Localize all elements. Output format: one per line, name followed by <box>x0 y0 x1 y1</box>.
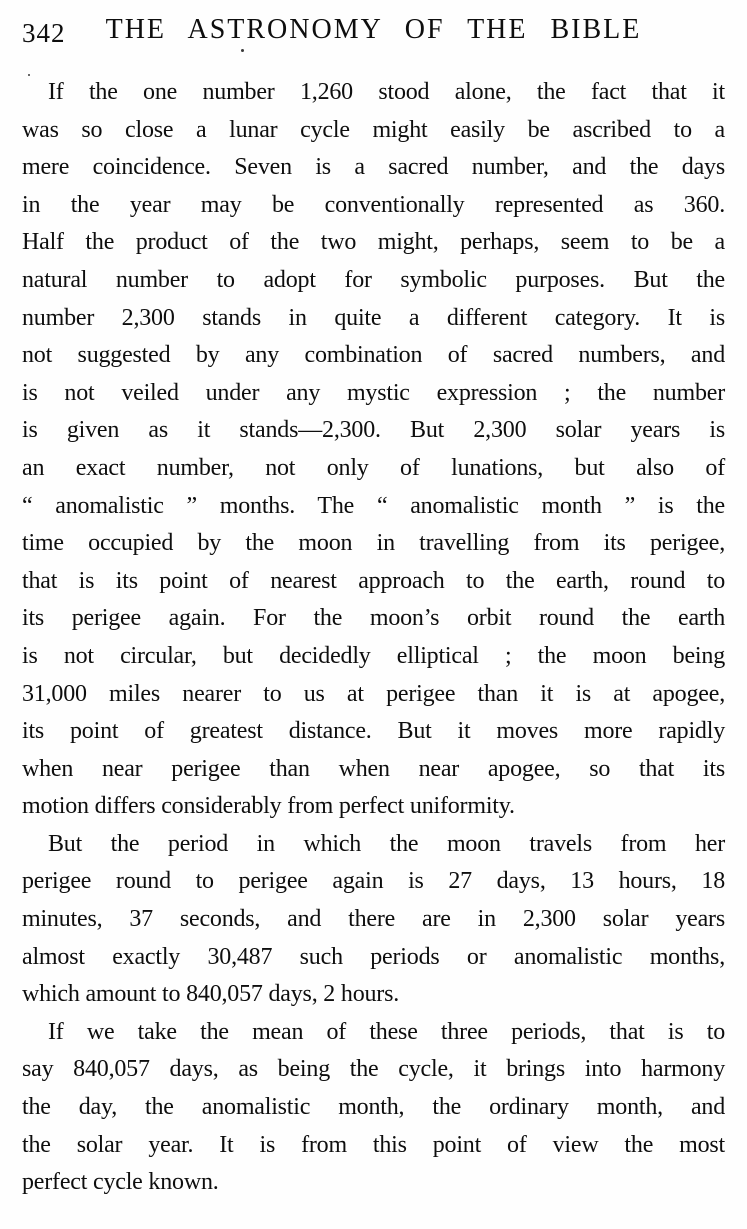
paragraph <box>22 74 725 826</box>
text-line: number 2,300 stands in quite a different category. It is <box>22 304 725 331</box>
text-line: But the period in which the moon travels from her <box>48 830 725 857</box>
text-line: If the one number 1,260 stood alone, the fact that it <box>48 79 725 105</box>
text-line: almost exactly 30,487 such periods or anomalistic months, <box>22 943 725 970</box>
page-number: 342 <box>22 18 66 48</box>
text-line: in the year may be conventionally represented as 360. <box>22 191 725 218</box>
text-line: when near perigee than when near apogee, so that its <box>22 755 725 782</box>
text-line: motion differs considerably from perfect uniformity. <box>22 793 515 820</box>
text-line: perigee round to perigee again is 27 days, 13 hours, 18 <box>22 868 725 895</box>
text-line: its point of greatest distance. But it moves more rapidly <box>22 718 725 745</box>
text-line: that is its point of nearest approach to the earth, round to <box>22 567 725 594</box>
scan-speck <box>241 49 244 52</box>
running-title: THE ASTRONOMY OF THE BIBLE <box>105 14 642 45</box>
text-line: the solar year. It is from this point of view the most <box>22 1131 725 1158</box>
text-line: is not veiled under any mystic expression ; the number <box>22 379 725 406</box>
text-line: its perigee again. For the moon’s orbit round the earth <box>22 605 725 632</box>
text-line: is not circular, but decidedly elliptical ; the moon being <box>22 642 725 669</box>
running-header <box>22 14 725 58</box>
text-line: say 840,057 days, as being the cycle, it brings into harmony <box>22 1056 725 1083</box>
scan-speck <box>28 74 30 76</box>
text-line: natural number to adopt for symbolic purposes. But the <box>22 266 725 293</box>
text-line: time occupied by the moon in travelling from its perigee, <box>22 530 725 557</box>
body-text <box>22 74 725 1202</box>
text-line: was so close a lunar cycle might easily be ascribed to a <box>22 116 725 143</box>
text-line: minutes, 37 seconds, and there are in 2,300 solar years <box>22 906 725 933</box>
text-line: “ anomalistic ” months. The “ anomalistic month ” is the <box>22 492 725 519</box>
text-line: perfect cycle known. <box>22 1169 219 1196</box>
text-line: which amount to 840,057 days, 2 hours. <box>22 981 400 1008</box>
text-line: is given as it stands—2,300. But 2,300 solar years is <box>22 417 725 444</box>
text-line: If we take the mean of these three periods, that is to <box>48 1018 725 1045</box>
text-line: Half the product of the two might, perhaps, seem to be a <box>22 229 725 256</box>
text-line: 31,000 miles nearer to us at perigee than it is at apogee, <box>22 680 725 707</box>
text-line: not suggested by any combination of sacred numbers, and <box>22 342 725 369</box>
paragraph <box>22 1014 725 1202</box>
paragraph <box>22 826 725 1014</box>
text-line: an exact number, not only of lunations, but also of <box>22 454 725 481</box>
text-line: mere coincidence. Seven is a sacred number, and the days <box>22 154 725 181</box>
text-line: the day, the anomalistic month, the ordinary month, and <box>22 1094 725 1121</box>
